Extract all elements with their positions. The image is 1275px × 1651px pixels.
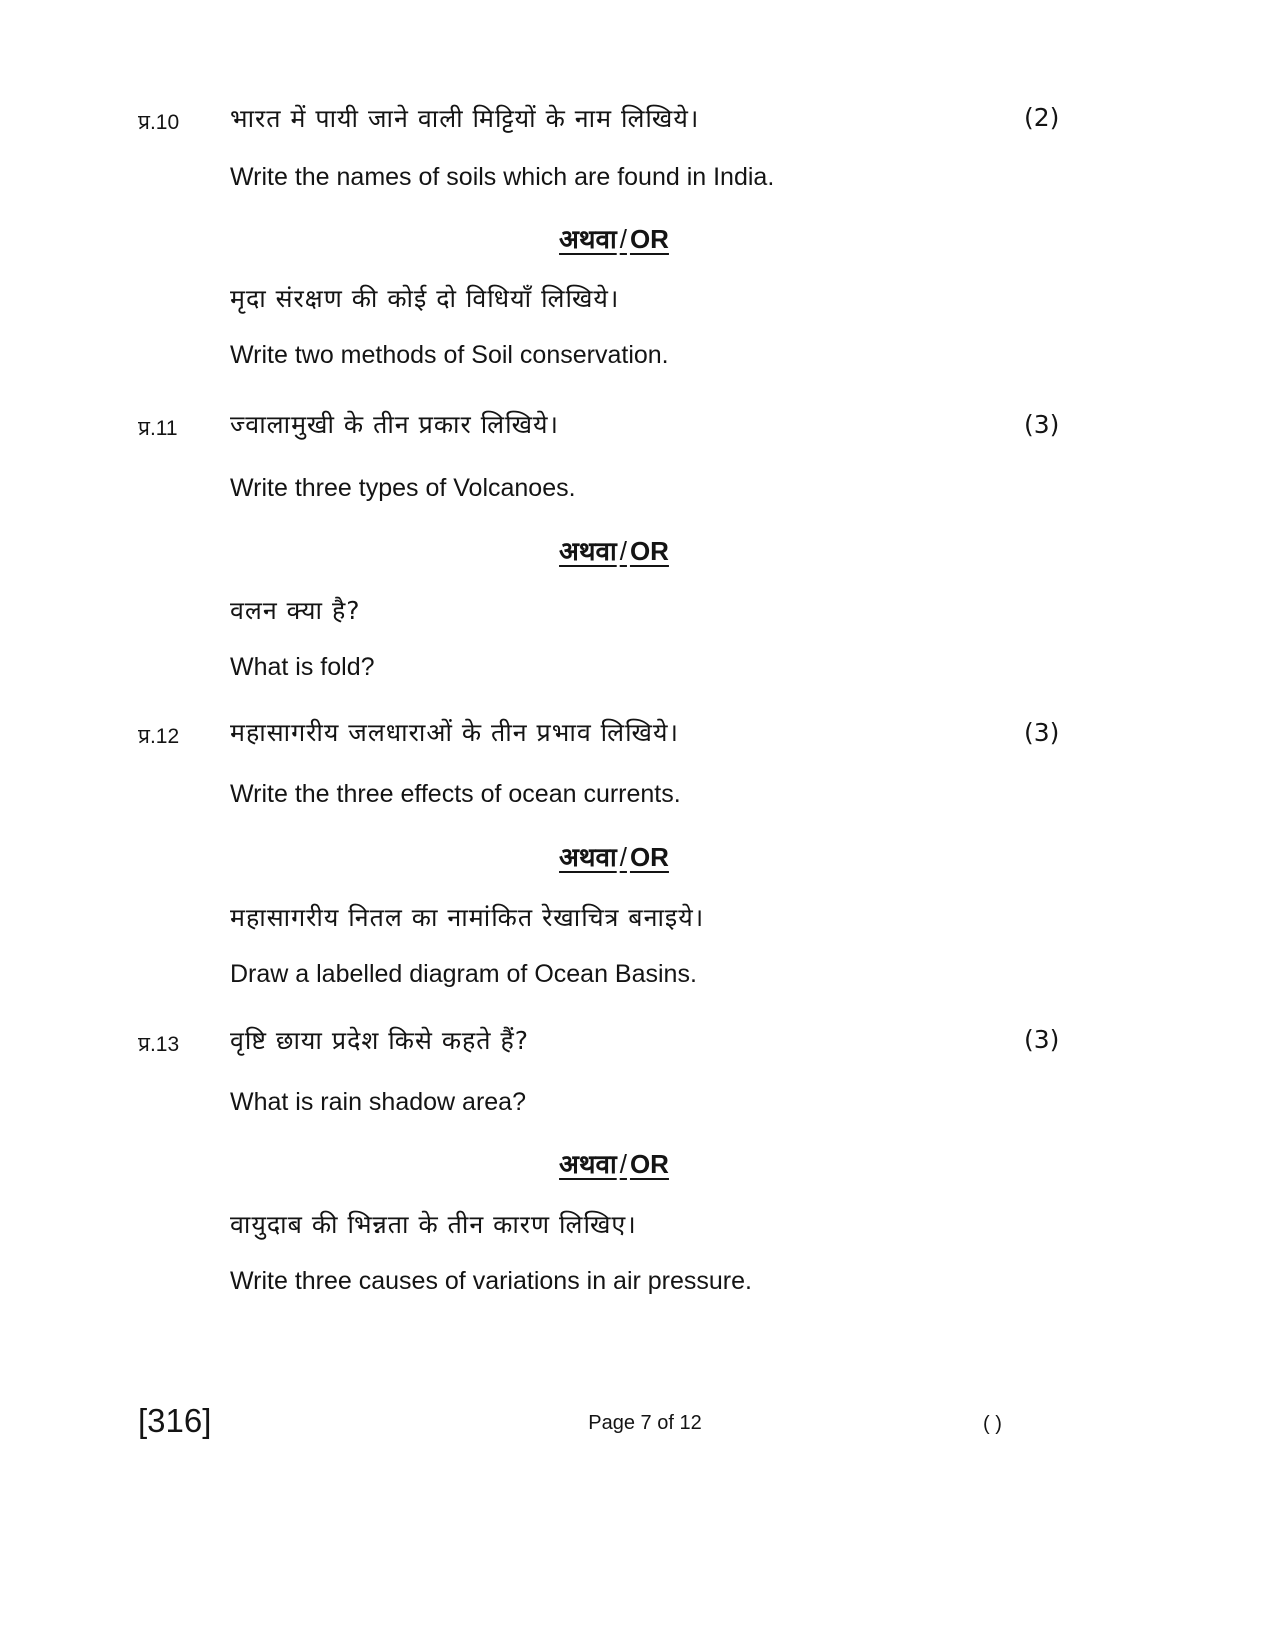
question-number: प्र.13 (138, 1033, 180, 1056)
alternate-hindi: मृदा संरक्षण की कोई दो विधियाँ लिखिये। (230, 284, 620, 313)
or-divider (0, 532, 1228, 568)
question-english: Write three types of Volcanoes. (230, 474, 576, 502)
or-english: OR (629, 224, 669, 254)
question-hindi: वृष्टि छाया प्रदेश किसे कहते हैं? (230, 1026, 530, 1055)
question-number: प्र.12 (138, 725, 180, 748)
or-separator: / (619, 536, 627, 566)
alternate-english: Draw a labelled diagram of Ocean Basins. (230, 960, 697, 988)
alternate-english: Write three causes of variations in air pressure. (230, 1267, 752, 1295)
question-number: प्र.11 (138, 417, 178, 440)
alternate-english: What is fold? (230, 653, 375, 681)
alternate-hindi: महासागरीय नितल का नामांकित रेखाचित्र बनाइये। (230, 903, 705, 932)
or-hindi: अथवा (559, 536, 617, 566)
alternate-english: Write two methods of Soil conservation. (230, 341, 669, 369)
paper-code: [316] (138, 1402, 212, 1439)
alternate-hindi: वायुदाब की भिन्नता के तीन कारण लिखिए। (230, 1210, 637, 1239)
question-hindi: ज्वालामुखी के तीन प्रकार लिखिये। (230, 410, 560, 439)
or-english: OR (629, 536, 669, 566)
or-separator: / (619, 224, 627, 254)
question-english: What is rain shadow area? (230, 1088, 526, 1116)
page-number: Page 7 of 12 (588, 1412, 702, 1434)
or-divider (0, 1145, 1228, 1181)
or-divider (0, 220, 1228, 256)
question-english: Write the names of soils which are found in India. (230, 163, 775, 191)
question-number: प्र.10 (138, 111, 180, 134)
question-hindi: महासागरीय जलधाराओं के तीन प्रभाव लिखिये। (230, 718, 679, 747)
or-english: OR (629, 842, 669, 872)
or-english: OR (629, 1149, 669, 1179)
or-divider (0, 838, 1228, 874)
or-separator: / (619, 842, 627, 872)
question-marks: (2) (1024, 103, 1060, 132)
or-hindi: अथवा (559, 842, 617, 872)
question-marks: (3) (1024, 718, 1060, 747)
footer-parentheses: ( ) (983, 1413, 1002, 1435)
question-english: Write the three effects of ocean currents. (230, 780, 681, 808)
or-hindi: अथवा (559, 224, 617, 254)
or-separator: / (619, 1149, 627, 1179)
question-marks: (3) (1024, 1025, 1060, 1054)
alternate-hindi: वलन क्या है? (230, 596, 361, 625)
question-hindi: भारत में पायी जाने वाली मिट्टियों के नाम लिखिये। (230, 104, 700, 133)
or-hindi: अथवा (559, 1149, 617, 1179)
question-marks: (3) (1024, 410, 1060, 439)
